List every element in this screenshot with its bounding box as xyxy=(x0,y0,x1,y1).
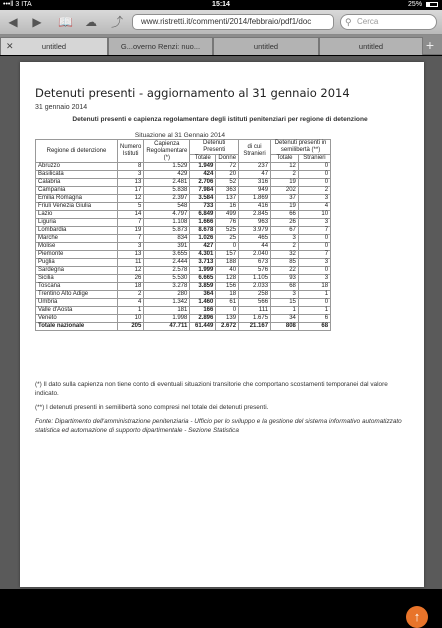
table-row xyxy=(36,203,331,211)
value-cell: 2.444 xyxy=(144,259,190,267)
value-cell: 391 xyxy=(144,243,190,251)
value-cell: 68 xyxy=(271,283,299,291)
value-cell: 3.859 xyxy=(190,283,216,291)
value-cell: 0 xyxy=(298,179,330,187)
region-cell: Trentino Alto Adige xyxy=(36,291,118,299)
value-cell: 2.706 xyxy=(190,179,216,187)
value-cell: 5.530 xyxy=(144,275,190,283)
col-header-foreign: di cui Stranieri xyxy=(239,140,271,163)
value-cell: 10 xyxy=(298,211,330,219)
value-cell: 673 xyxy=(239,259,271,267)
battery-icon xyxy=(426,2,438,7)
value-cell: 34 xyxy=(271,315,299,323)
value-cell: 0 xyxy=(298,243,330,251)
value-cell: 205 xyxy=(118,323,144,331)
region-cell: Emilia Romagna xyxy=(36,195,118,203)
value-cell: 3 xyxy=(271,291,299,299)
value-cell: 237 xyxy=(239,163,271,171)
table-row xyxy=(36,163,331,171)
value-cell: 465 xyxy=(239,235,271,243)
value-cell: 2.845 xyxy=(239,211,271,219)
value-cell: 3.713 xyxy=(190,259,216,267)
search-icon: ⚲ xyxy=(345,17,352,27)
value-cell: 137 xyxy=(216,195,239,203)
search-input[interactable] xyxy=(340,14,437,30)
value-cell: 166 xyxy=(190,307,216,315)
value-cell: 10 xyxy=(118,315,144,323)
value-cell: 4 xyxy=(298,203,330,211)
value-cell: 3 xyxy=(298,219,330,227)
table-row xyxy=(36,315,331,323)
value-cell: 128 xyxy=(216,275,239,283)
value-cell: 7 xyxy=(298,251,330,259)
value-cell: 18 xyxy=(298,283,330,291)
table-row xyxy=(36,283,331,291)
value-cell: 76 xyxy=(216,219,239,227)
value-cell: 1.869 xyxy=(239,195,271,203)
table-row xyxy=(36,259,331,267)
prisoners-table xyxy=(35,139,331,331)
table-total-row xyxy=(36,323,331,331)
value-cell: 16 xyxy=(216,203,239,211)
region-cell: Abruzzo xyxy=(36,163,118,171)
value-cell: 6.849 xyxy=(190,211,216,219)
value-cell: 3 xyxy=(298,259,330,267)
value-cell: 13 xyxy=(118,251,144,259)
value-cell: 2.578 xyxy=(144,267,190,275)
col-header-women: Donne xyxy=(216,155,239,163)
value-cell: 3.278 xyxy=(144,283,190,291)
url-field[interactable]: www.ristretti.it/commenti/2014/febbraio/pdf1/doc xyxy=(132,14,334,30)
value-cell: 4.301 xyxy=(190,251,216,259)
value-cell: 61 xyxy=(216,299,239,307)
col-header-semi-total: Totale xyxy=(271,155,299,163)
value-cell: 2.040 xyxy=(239,251,271,259)
value-cell: 1.529 xyxy=(144,163,190,171)
value-cell: 427 xyxy=(190,243,216,251)
value-cell: 67 xyxy=(271,227,299,235)
value-cell: 1.666 xyxy=(190,219,216,227)
value-cell: 202 xyxy=(271,187,299,195)
col-header-region: Regione di detenzione xyxy=(36,140,118,163)
region-cell: Campania xyxy=(36,187,118,195)
region-cell: Puglia xyxy=(36,259,118,267)
value-cell: 11 xyxy=(118,259,144,267)
col-header-institutes: Numero Istituti xyxy=(118,140,144,163)
status-bar xyxy=(0,0,442,10)
share-floating-button[interactable]: ↑ xyxy=(406,606,428,628)
region-cell: Marche xyxy=(36,235,118,243)
table-row xyxy=(36,227,331,235)
value-cell: 2 xyxy=(271,171,299,179)
value-cell: 12 xyxy=(271,163,299,171)
col-header-semi: Detenuti presenti in semilibertà (**) xyxy=(271,140,331,155)
value-cell: 949 xyxy=(239,187,271,195)
value-cell: 52 xyxy=(216,179,239,187)
value-cell: 47 xyxy=(239,171,271,179)
value-cell: 0 xyxy=(216,243,239,251)
region-cell: Basilicata xyxy=(36,171,118,179)
share-icon[interactable]: ⤴ xyxy=(110,15,123,29)
value-cell: 424 xyxy=(190,171,216,179)
value-cell: 0 xyxy=(298,171,330,179)
value-cell: 5.838 xyxy=(144,187,190,195)
tab-label: untitled xyxy=(253,42,279,51)
region-cell: Totale nazionale xyxy=(36,323,118,331)
region-cell: Calabria xyxy=(36,179,118,187)
tab-label: untitled xyxy=(41,42,67,51)
value-cell: 0 xyxy=(298,267,330,275)
value-cell: 26 xyxy=(118,275,144,283)
table-row xyxy=(36,267,331,275)
value-cell: 1.460 xyxy=(190,299,216,307)
search-placeholder: Cerca xyxy=(357,17,379,26)
table-row xyxy=(36,171,331,179)
table-row xyxy=(36,187,331,195)
value-cell: 13 xyxy=(118,179,144,187)
cloud-icon[interactable]: ☁ xyxy=(85,15,97,29)
value-cell: 1 xyxy=(271,307,299,315)
value-cell: 1.949 xyxy=(190,163,216,171)
value-cell: 18 xyxy=(118,283,144,291)
table-row xyxy=(36,275,331,283)
tab-governo-renzi[interactable] xyxy=(108,37,213,55)
value-cell: 3 xyxy=(118,171,144,179)
battery-label: 25% xyxy=(408,1,423,8)
value-cell: 22 xyxy=(271,267,299,275)
value-cell: 12 xyxy=(118,267,144,275)
value-cell: 0 xyxy=(298,235,330,243)
region-cell: Liguria xyxy=(36,219,118,227)
value-cell: 2 xyxy=(298,187,330,195)
value-cell: 2 xyxy=(271,243,299,251)
value-cell: 316 xyxy=(239,179,271,187)
region-cell: Molise xyxy=(36,243,118,251)
table-row xyxy=(36,235,331,243)
footnote-capacity: (*) Il dato sulla capienza non tiene conto di eventuali situazioni transitorie che comportano scostamenti temporanei dal valore indicato. xyxy=(35,381,388,397)
value-cell: 12 xyxy=(118,195,144,203)
value-cell: 2.397 xyxy=(144,195,190,203)
value-cell: 32 xyxy=(271,251,299,259)
value-cell: 2 xyxy=(118,291,144,299)
region-cell: Piemonte xyxy=(36,251,118,259)
table-row xyxy=(36,219,331,227)
value-cell: 188 xyxy=(216,259,239,267)
value-cell: 525 xyxy=(216,227,239,235)
value-cell: 416 xyxy=(239,203,271,211)
value-cell: 1.026 xyxy=(190,235,216,243)
region-cell: Lazio xyxy=(36,211,118,219)
value-cell: 156 xyxy=(216,283,239,291)
region-cell: Friuli Venezia Giulia xyxy=(36,203,118,211)
new-tab-button[interactable]: + xyxy=(425,37,435,53)
value-cell: 733 xyxy=(190,203,216,211)
value-cell: 157 xyxy=(216,251,239,259)
value-cell: 1 xyxy=(298,307,330,315)
battery-indicator xyxy=(408,0,438,10)
value-cell: 5.873 xyxy=(144,227,190,235)
table-row xyxy=(36,243,331,251)
value-cell: 72 xyxy=(216,163,239,171)
value-cell: 26 xyxy=(271,219,299,227)
value-cell: 5 xyxy=(118,203,144,211)
col-header-present: Detenuti Presenti xyxy=(190,140,239,155)
value-cell: 7 xyxy=(118,235,144,243)
value-cell: 25 xyxy=(216,235,239,243)
value-cell: 808 xyxy=(271,323,299,331)
tab-label: G...overno Renzi: nuo... xyxy=(120,42,201,51)
value-cell: 0 xyxy=(216,307,239,315)
document-title: Detenuti presenti - aggiornamento al 31 gennaio 2014 xyxy=(35,86,350,100)
value-cell: 363 xyxy=(216,187,239,195)
value-cell: 1.105 xyxy=(239,275,271,283)
value-cell: 47.711 xyxy=(144,323,190,331)
pdf-viewer xyxy=(0,56,442,624)
value-cell: 3 xyxy=(271,235,299,243)
close-tab-icon[interactable]: ✕ xyxy=(6,41,14,51)
table-row xyxy=(36,179,331,187)
value-cell: 280 xyxy=(144,291,190,299)
value-cell: 576 xyxy=(239,267,271,275)
col-header-total: Totale xyxy=(190,155,216,163)
value-cell: 7 xyxy=(298,227,330,235)
value-cell: 17 xyxy=(118,187,144,195)
value-cell: 3 xyxy=(298,275,330,283)
value-cell: 68 xyxy=(298,323,330,331)
value-cell: 40 xyxy=(216,267,239,275)
value-cell: 85 xyxy=(271,259,299,267)
value-cell: 2.481 xyxy=(144,179,190,187)
value-cell: 8 xyxy=(118,163,144,171)
region-cell: Sardegna xyxy=(36,267,118,275)
tab-untitled-1[interactable] xyxy=(0,37,108,55)
browser-toolbar xyxy=(0,10,442,35)
tab-untitled-4[interactable] xyxy=(319,37,423,55)
value-cell: 15 xyxy=(271,299,299,307)
value-cell: 2.896 xyxy=(190,315,216,323)
table-row xyxy=(36,211,331,219)
value-cell: 499 xyxy=(216,211,239,219)
table-row xyxy=(36,291,331,299)
value-cell: 2.672 xyxy=(216,323,239,331)
value-cell: 364 xyxy=(190,291,216,299)
value-cell: 0 xyxy=(298,299,330,307)
value-cell: 19 xyxy=(271,179,299,187)
value-cell: 6.665 xyxy=(190,275,216,283)
value-cell: 1.998 xyxy=(144,315,190,323)
source-note: Fonte: Dipartimento dell'amministrazione penitenziaria - Ufficio per lo sviluppo e la gestione del sistema informativo automatizzato statistica ed automazione di supporto dipartimentale - Sezione Statistica xyxy=(35,418,402,434)
value-cell: 258 xyxy=(239,291,271,299)
value-cell: 0 xyxy=(298,163,330,171)
value-cell: 181 xyxy=(144,307,190,315)
tab-untitled-3[interactable] xyxy=(213,37,319,55)
value-cell: 44 xyxy=(239,243,271,251)
value-cell: 4.797 xyxy=(144,211,190,219)
value-cell: 1 xyxy=(118,307,144,315)
value-cell: 66 xyxy=(271,211,299,219)
value-cell: 93 xyxy=(271,275,299,283)
value-cell: 3 xyxy=(118,243,144,251)
value-cell: 20 xyxy=(216,171,239,179)
tab-label: untitled xyxy=(358,42,384,51)
table-caption: Detenuti presenti e capienza regolamentare degli istituti penitenziari per regione di detenzione xyxy=(72,116,368,123)
value-cell: 1.342 xyxy=(144,299,190,307)
situation-caption: Situazione al 31 Gennaio 2014 xyxy=(134,132,226,139)
value-cell: 4 xyxy=(118,299,144,307)
value-cell: 3.655 xyxy=(144,251,190,259)
col-header-semi-foreign: Stranieri xyxy=(298,155,330,163)
value-cell: 37 xyxy=(271,195,299,203)
table-row xyxy=(36,195,331,203)
footnote-semiliberty: (**) I detenuti presenti in semilibertà sono compresi nel totale dei detenuti presenti. xyxy=(35,404,269,411)
back-icon[interactable]: ◀ xyxy=(8,15,18,29)
value-cell: 8.678 xyxy=(190,227,216,235)
value-cell: 429 xyxy=(144,171,190,179)
value-cell: 1.999 xyxy=(190,267,216,275)
value-cell: 3.584 xyxy=(190,195,216,203)
table-row xyxy=(36,299,331,307)
carrier-label: •••ll 3 ITA xyxy=(3,1,32,8)
table-row xyxy=(36,307,331,315)
col-header-capacity: Capienza Regolamentare (*) xyxy=(144,140,190,163)
value-cell: 18 xyxy=(216,291,239,299)
clock: 15:14 xyxy=(212,1,230,8)
value-cell: 19 xyxy=(118,227,144,235)
value-cell: 1.675 xyxy=(239,315,271,323)
region-cell: Lombardia xyxy=(36,227,118,235)
tab-bar xyxy=(0,35,442,55)
value-cell: 3.979 xyxy=(239,227,271,235)
value-cell: 6 xyxy=(298,315,330,323)
forward-icon[interactable]: ▶ xyxy=(32,15,42,29)
value-cell: 61.449 xyxy=(190,323,216,331)
region-cell: Umbria xyxy=(36,299,118,307)
bookmarks-icon[interactable]: 📖 xyxy=(58,15,73,29)
table-row xyxy=(36,251,331,259)
value-cell: 21.167 xyxy=(239,323,271,331)
region-cell: Valle d'Aosta xyxy=(36,307,118,315)
document-date: 31 gennaio 2014 xyxy=(35,104,88,111)
value-cell: 963 xyxy=(239,219,271,227)
region-cell: Toscana xyxy=(36,283,118,291)
value-cell: 834 xyxy=(144,235,190,243)
value-cell: 2.033 xyxy=(239,283,271,291)
value-cell: 1 xyxy=(298,291,330,299)
pdf-page xyxy=(20,62,424,587)
value-cell: 1.108 xyxy=(144,219,190,227)
region-cell: Sicilia xyxy=(36,275,118,283)
value-cell: 7.984 xyxy=(190,187,216,195)
value-cell: 3 xyxy=(298,195,330,203)
value-cell: 566 xyxy=(239,299,271,307)
footnotes xyxy=(35,380,410,440)
region-cell: Veneto xyxy=(36,315,118,323)
value-cell: 7 xyxy=(118,219,144,227)
value-cell: 111 xyxy=(239,307,271,315)
value-cell: 139 xyxy=(216,315,239,323)
value-cell: 548 xyxy=(144,203,190,211)
value-cell: 14 xyxy=(118,211,144,219)
value-cell: 19 xyxy=(271,203,299,211)
